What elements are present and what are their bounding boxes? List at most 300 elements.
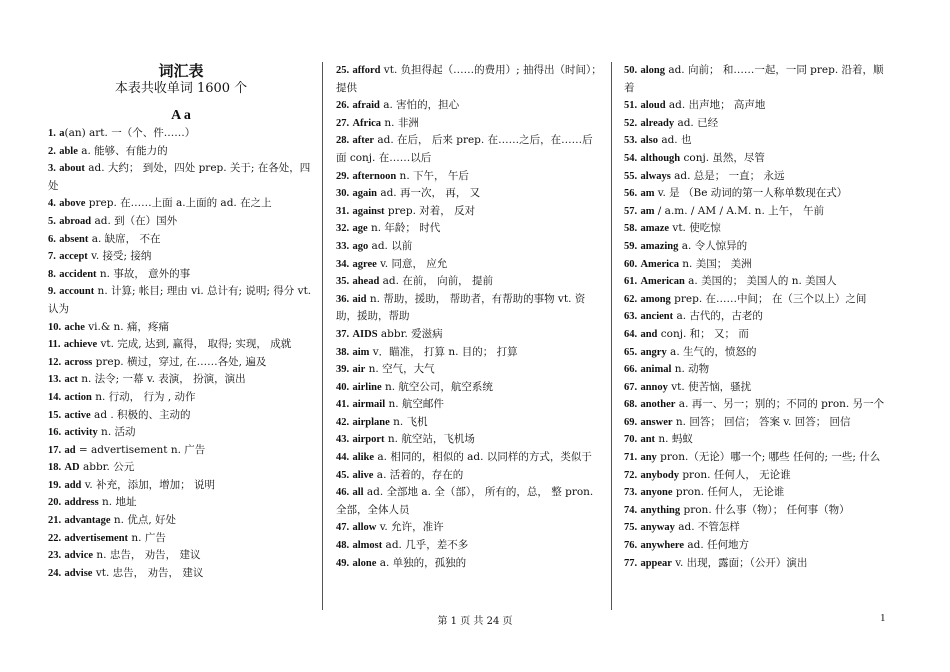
- entry-definition: n. 美国； 美洲: [678, 257, 752, 270]
- entry-word: alone: [352, 557, 377, 569]
- vocab-entry: [48, 407, 314, 425]
- entry-definition: prep. 横过，穿过, 在……各处, 遍及: [92, 355, 267, 368]
- vocab-entry: [48, 459, 314, 477]
- vocab-entry: [48, 442, 314, 460]
- entry-number: 10.: [48, 321, 62, 333]
- entry-word: air: [352, 364, 366, 376]
- entry-definition: n. 年龄； 时代: [367, 222, 441, 235]
- entry-number: 45.: [336, 469, 350, 481]
- vocab-entry: [624, 431, 890, 449]
- entry-word: also: [640, 135, 658, 147]
- entry-list: [336, 62, 602, 572]
- entry-number: 31.: [336, 205, 350, 217]
- entry-definition: ad. 也: [657, 134, 692, 147]
- entry-number: 34.: [336, 258, 350, 270]
- vocab-entry: [48, 336, 314, 354]
- entry-word: AD: [64, 462, 80, 474]
- entry-word: active: [64, 409, 91, 421]
- vocab-entry: [48, 530, 314, 548]
- entry-word: almost: [352, 540, 383, 552]
- entry-definition: n. 飞机: [389, 415, 428, 428]
- entry-number: 72.: [624, 469, 638, 481]
- entry-word: anything: [640, 504, 681, 516]
- entry-number: 74.: [624, 504, 638, 516]
- entry-number: 50.: [624, 65, 638, 76]
- entry-definition: a. 单独的，孤独的: [376, 556, 467, 569]
- entry-definition: a. 相同的，相似的 ad. 以同样的方式，类似于: [374, 451, 592, 464]
- vocab-entry: [624, 484, 890, 502]
- entry-number: 25.: [336, 65, 350, 76]
- entry-definition: pron.（无论）哪一个; 哪些 任何的; 一些; 什么: [656, 451, 881, 464]
- entry-word: absent: [59, 233, 89, 245]
- vocab-entry: [336, 291, 602, 326]
- entry-word: airport: [352, 434, 385, 446]
- column-divider: [322, 62, 323, 610]
- entry-definition: abbr. 爱滋病: [377, 327, 443, 340]
- entry-number: 54.: [624, 152, 638, 164]
- vocab-entry: [48, 248, 314, 266]
- entry-word: anyone: [640, 487, 673, 499]
- vocab-entry: [624, 168, 890, 186]
- entry-definition: ad. 全部地 a. 全（部）， 所有的，总， 整 pron. 全部，全体人员: [336, 486, 594, 516]
- entry-word: ant: [640, 434, 656, 446]
- entry-number: 71.: [624, 452, 638, 464]
- entry-number: 76.: [624, 540, 638, 552]
- entry-word: angry: [640, 346, 667, 358]
- entry-number: 11.: [48, 339, 61, 351]
- entry-word: aim: [352, 346, 370, 358]
- entry-number: 7.: [48, 251, 56, 263]
- vocab-entry: [48, 512, 314, 530]
- entry-definition: pron. 任何人， 无论谁: [679, 468, 791, 481]
- entry-word: address: [64, 497, 99, 509]
- entry-word: advice: [64, 550, 94, 562]
- entry-word: advise: [64, 567, 93, 579]
- entry-definition: n. 下午， 午后: [396, 169, 469, 182]
- entry-number: 1.: [48, 128, 56, 139]
- entry-word: across: [64, 356, 93, 368]
- entry-word: achieve: [63, 339, 98, 351]
- vocab-entry: [336, 431, 602, 449]
- vocab-entry: [336, 168, 602, 186]
- vocab-entry: [624, 344, 890, 362]
- vocab-entry: [336, 555, 602, 573]
- vocab-entry: [624, 220, 890, 238]
- entry-definition: n. 计算; 帐目; 理由 vi. 总计有; 说明; 得分 vt. 认为: [48, 285, 312, 315]
- entry-word: aloud: [640, 100, 666, 112]
- vocab-entry: [624, 555, 890, 573]
- vocab-entry: [336, 185, 602, 203]
- entry-definition: a. 美国的； 美国人的 n. 美国人: [684, 275, 837, 288]
- entry-number: 61.: [624, 276, 638, 288]
- entry-number: 18.: [48, 462, 62, 474]
- vocab-entry: [624, 132, 890, 150]
- entry-word: aid: [352, 293, 367, 305]
- vocab-entry: [48, 424, 314, 442]
- vocab-entry: [336, 449, 602, 467]
- entry-word: afford: [352, 65, 381, 76]
- entry-word: anyway: [640, 522, 675, 534]
- entry-word: American: [640, 276, 685, 288]
- vocab-entry: [48, 547, 314, 565]
- vocab-entry: [624, 519, 890, 537]
- vocab-entry: [624, 537, 890, 555]
- entry-number: 20.: [48, 497, 62, 509]
- entry-definition: ad. 向前； 和……一起，一同 prep. 沿着，顺着: [624, 64, 884, 94]
- entry-definition: n. 帮助，援助， 帮助者，有帮助的事物 vt. 资助，援助，帮助: [336, 292, 586, 323]
- entry-definition: a. 活着的，存在的: [373, 468, 464, 481]
- entry-definition: n. 空气，大气: [365, 363, 435, 376]
- entry-definition: ad. 在前， 向前， 提前: [379, 275, 493, 288]
- vocab-entry: [624, 238, 890, 256]
- entry-word: any: [640, 452, 657, 464]
- entry-word: add: [64, 479, 82, 491]
- entry-number: 64.: [624, 328, 638, 340]
- entry-word: abroad: [59, 215, 92, 227]
- vocab-entry: [48, 319, 314, 337]
- vocab-entry: [48, 565, 314, 583]
- entry-number: 5.: [48, 215, 56, 227]
- entry-number: 47.: [336, 522, 350, 534]
- entry-number: 56.: [624, 188, 638, 200]
- entry-word: allow: [352, 522, 377, 534]
- entry-word: although: [640, 152, 681, 164]
- vocab-entry: [336, 97, 602, 115]
- page-number: 1: [880, 612, 886, 624]
- entry-word: anybody: [640, 469, 679, 481]
- entry-definition: a. 再一、另一；别的；不同的 pron. 另一个: [675, 398, 885, 411]
- vocab-entry: [48, 125, 314, 143]
- entry-word: again: [352, 188, 377, 200]
- page-footer: 第 1 页 共 24 页: [437, 616, 513, 627]
- entry-definition: v. 是 （Be 动词的第一人称单数现在式）: [654, 187, 848, 200]
- entry-definition: v. 出现，露面；（公开）演出: [671, 556, 808, 569]
- entry-number: 22.: [48, 532, 62, 544]
- entry-definition: n. 蚂蚁: [655, 433, 693, 446]
- entry-number: 29.: [336, 170, 350, 182]
- vocab-entry: [336, 537, 602, 555]
- vocab-entry: [624, 308, 890, 326]
- entry-number: 23.: [48, 550, 62, 562]
- vocab-entry: [624, 396, 890, 414]
- page-subtitle: 本表共收单词 1600 个: [114, 81, 248, 96]
- entry-definition: n. 事故， 意外的事: [96, 267, 191, 280]
- entry-number: 40.: [336, 381, 350, 393]
- column-divider: [611, 62, 612, 610]
- entry-number: 49.: [336, 557, 350, 569]
- entry-definition: vi.& n. 痛，疼痛: [84, 320, 169, 333]
- page-title: 词汇表: [158, 62, 204, 80]
- entry-definition: n. 回答； 回信； 答案 v. 回答； 回信: [672, 415, 851, 428]
- entry-word: another: [640, 399, 676, 411]
- entry-number: 8.: [48, 268, 56, 280]
- entry-word: agree: [352, 258, 377, 270]
- entry-number: 73.: [624, 487, 638, 499]
- entry-definition: vt. 完成, 达到, 赢得， 取得; 实现， 成就: [97, 338, 292, 351]
- vocab-entry: [624, 467, 890, 485]
- entry-number: 58.: [624, 223, 638, 235]
- vocab-entry: [48, 231, 314, 249]
- vocab-entry: [336, 519, 602, 537]
- entry-number: 63.: [624, 311, 638, 323]
- entry-number: 14.: [48, 391, 62, 403]
- vocab-entry: [624, 361, 890, 379]
- entry-number: 17.: [48, 444, 62, 456]
- entry-word: alive: [352, 469, 374, 481]
- entry-number: 59.: [624, 240, 638, 252]
- entry-number: 55.: [624, 170, 638, 182]
- entry-word: advertisement: [64, 532, 129, 544]
- vocab-entry: [336, 467, 602, 485]
- vocab-entry: [624, 414, 890, 432]
- vocab-entry: [336, 256, 602, 274]
- entry-definition: v. 补充，添加，增加； 说明: [81, 478, 215, 491]
- entry-number: 75.: [624, 522, 638, 534]
- entry-definition: ad. 不管怎样: [674, 521, 740, 534]
- vocab-entry: [48, 266, 314, 284]
- vocab-entry: [48, 371, 314, 389]
- vocab-entry: [48, 283, 314, 318]
- entry-number: 24.: [48, 567, 62, 579]
- entry-definition: abbr. 公元: [79, 461, 135, 474]
- entry-definition: ad. 几乎，差不多: [382, 539, 469, 552]
- entry-number: 38.: [336, 346, 350, 358]
- vocab-entry: [48, 213, 314, 231]
- entry-number: 15.: [48, 409, 62, 421]
- vocab-entry: [624, 379, 890, 397]
- entry-word: about: [59, 163, 85, 175]
- vocab-entry: [336, 220, 602, 238]
- entry-definition: v. 接受; 接纳: [87, 250, 152, 263]
- vocab-entry: [624, 97, 890, 115]
- entry-word: am: [640, 188, 655, 200]
- entry-word: amazing: [640, 240, 679, 252]
- entry-number: 12.: [48, 356, 62, 368]
- entry-definition: = advertisement n. 广告: [75, 443, 206, 456]
- entry-word: ago: [352, 240, 369, 252]
- vocab-entry: [336, 273, 602, 291]
- vocab-entry: [624, 502, 890, 520]
- entry-number: 35.: [336, 276, 350, 288]
- vocab-entry: [624, 150, 890, 168]
- entry-definition: n. 航空公司，航空系统: [381, 380, 493, 393]
- entry-definition: n. 航空站，飞机场: [384, 433, 475, 446]
- section-heading: A a: [171, 108, 191, 123]
- entry-definition: pron. 什么事（物）； 任何事（物）: [680, 503, 850, 516]
- entry-number: 46.: [336, 487, 350, 499]
- vocab-entry: [624, 256, 890, 274]
- entry-word: after: [352, 135, 375, 147]
- entry-definition: ad. 总是； 一直； 永远: [670, 169, 785, 182]
- entry-number: 53.: [624, 135, 638, 147]
- entry-number: 16.: [48, 427, 62, 439]
- entry-number: 26.: [336, 100, 350, 112]
- entry-number: 62.: [624, 293, 638, 305]
- vocab-entry: [48, 354, 314, 372]
- entry-definition: ad. 已经: [674, 116, 719, 129]
- vocab-entry: [624, 449, 890, 467]
- entry-word: age: [352, 223, 368, 235]
- entry-definition: n. 动物: [671, 363, 710, 376]
- entry-definition: v．瞄准， 打算 n. 目的； 打算: [369, 345, 518, 358]
- entry-number: 30.: [336, 188, 350, 200]
- entry-definition: pron. 任何人， 无论谁: [672, 486, 785, 499]
- entry-word: always: [640, 170, 671, 182]
- entry-list: [624, 62, 890, 572]
- entry-definition: ad. 到（在）国外: [91, 214, 178, 227]
- entry-number: 67.: [624, 381, 638, 393]
- entry-definition: a. 缺席， 不在: [88, 232, 161, 245]
- entry-number: 43.: [336, 434, 350, 446]
- entry-word: act: [64, 374, 78, 386]
- vocab-entry: [336, 326, 602, 344]
- vocab-entry: [336, 484, 602, 519]
- entry-number: 6.: [48, 233, 56, 245]
- entry-word: ache: [64, 321, 85, 333]
- entry-definition: n. 非洲: [381, 116, 419, 129]
- entry-definition: a. 能够、有能力的: [77, 144, 168, 157]
- column-3: [624, 62, 890, 572]
- entry-number: 37.: [336, 328, 350, 340]
- entry-word: accept: [59, 251, 88, 263]
- entry-word: already: [640, 117, 675, 129]
- vocab-entry: [48, 143, 314, 161]
- entry-definition: prep. 在……中间； 在（三个以上）之间: [670, 292, 867, 305]
- entry-definition: n. 广告: [128, 531, 166, 544]
- entry-definition: ad. 出声地； 高声地: [665, 99, 766, 112]
- entry-word: ad: [64, 444, 76, 456]
- entry-definition: a. 害怕的，担心: [379, 99, 460, 112]
- entry-word: America: [640, 258, 679, 270]
- vocab-entry: [336, 62, 602, 97]
- entry-number: 32.: [336, 223, 350, 235]
- entry-number: 41.: [336, 399, 350, 411]
- entry-definition: n. 地址: [98, 496, 137, 509]
- entry-definition: v. 同意， 应允: [376, 257, 448, 270]
- entry-number: 4.: [48, 198, 56, 210]
- entry-definition: (an) art. 一（个、件……）: [64, 127, 196, 139]
- entry-definition: conj. 和； 又； 而: [657, 327, 749, 340]
- entry-number: 42.: [336, 416, 350, 428]
- entry-word: AIDS: [352, 328, 378, 340]
- entry-word: anywhere: [640, 540, 685, 552]
- entry-definition: n. 活动: [97, 426, 136, 439]
- entry-definition: n. 优点, 好处: [110, 514, 177, 527]
- entry-word: airmail: [352, 399, 386, 411]
- entry-word: alike: [352, 452, 375, 464]
- entry-number: 66.: [624, 364, 638, 376]
- entry-word: against: [352, 205, 385, 217]
- vocab-entry: [624, 326, 890, 344]
- vocab-entry: [336, 132, 602, 167]
- entry-word: accident: [59, 268, 97, 280]
- entry-word: airplane: [352, 416, 390, 428]
- entry-word: able: [59, 145, 78, 157]
- entry-word: above: [59, 198, 86, 210]
- entry-word: ancient: [640, 311, 674, 323]
- entry-word: am: [640, 205, 655, 217]
- vocab-entry: [336, 414, 602, 432]
- vocab-entry: [624, 273, 890, 291]
- entry-definition: a. 令人惊异的: [678, 239, 748, 252]
- entry-number: 36.: [336, 293, 350, 305]
- entry-definition: ad . 积极的、主动的: [90, 408, 191, 421]
- entry-definition: prep. 对着， 反对: [384, 204, 476, 217]
- entry-word: Africa: [352, 117, 382, 129]
- entry-word: activity: [64, 427, 98, 439]
- vocab-entry: [624, 115, 890, 133]
- column-1: [48, 62, 314, 582]
- entry-number: 28.: [336, 135, 350, 147]
- entry-word: action: [64, 391, 92, 403]
- vocab-entry: [624, 62, 890, 97]
- vocab-entry: [336, 115, 602, 133]
- entry-definition: vt. 负担得起（……的费用）; 抽得出（时间）；提供: [336, 64, 602, 94]
- entry-number: 27.: [336, 117, 350, 129]
- entry-definition: n. 行动， 行为 , 动作: [91, 390, 196, 403]
- entry-number: 70.: [624, 434, 638, 446]
- entry-number: 65.: [624, 346, 638, 358]
- entry-definition: ad. 再一次， 再， 又: [376, 187, 481, 200]
- entry-definition: / a.m. / AM / A.M. n. 上午， 午前: [654, 204, 824, 217]
- vocab-entry: [624, 203, 890, 221]
- vocab-entry: [336, 396, 602, 414]
- entry-number: 33.: [336, 240, 350, 252]
- entry-word: annoy: [640, 381, 668, 393]
- vocab-entry: [48, 160, 314, 195]
- entry-word: answer: [640, 416, 673, 428]
- column-2: [336, 62, 602, 572]
- entry-word: and: [640, 328, 658, 340]
- entry-word: advantage: [64, 515, 111, 527]
- entry-word: account: [59, 286, 95, 298]
- entry-word: airline: [352, 381, 382, 393]
- entry-definition: ad. 大约； 到处，四处 prep. 关于; 在各处，四处: [48, 162, 311, 192]
- vocab-entry: [48, 389, 314, 407]
- entry-word: along: [640, 65, 665, 76]
- entry-number: 21.: [48, 515, 62, 527]
- vocab-entry: [336, 344, 602, 362]
- entry-number: 69.: [624, 416, 638, 428]
- entry-number: 39.: [336, 364, 350, 376]
- vocab-entry: [48, 494, 314, 512]
- entry-definition: vt. 使苦恼，骚扰: [667, 380, 752, 393]
- vocab-entry: [48, 195, 314, 213]
- vocab-entry: [336, 203, 602, 221]
- entry-number: 2.: [48, 145, 56, 157]
- entry-word: ahead: [352, 276, 380, 288]
- entry-definition: vt. 忠告， 劝告， 建议: [92, 566, 204, 579]
- entry-definition: ad. 在后， 后来 prep. 在……之后，在……后面 conj. 在……以后: [336, 134, 593, 164]
- entry-word: amaze: [640, 223, 670, 235]
- entry-definition: a. 生气的，愤怒的: [666, 345, 757, 358]
- entry-word: among: [640, 293, 671, 305]
- entry-number: 3.: [48, 163, 56, 175]
- entry-definition: ad. 以前: [368, 239, 413, 252]
- entry-word: afternoon: [352, 170, 397, 182]
- entry-number: 9.: [48, 286, 56, 298]
- entry-number: 52.: [624, 117, 638, 129]
- entry-definition: ad. 任何地方: [684, 539, 750, 552]
- entry-number: 77.: [624, 557, 638, 569]
- entry-definition: prep. 在……上面 a.上面的 ad. 在之上: [85, 197, 272, 210]
- entry-number: 57.: [624, 205, 638, 217]
- entry-word: afraid: [352, 100, 380, 112]
- vocab-entry: [624, 185, 890, 203]
- vocab-entry: [336, 361, 602, 379]
- vocab-entry: [336, 379, 602, 397]
- entry-definition: n. 忠告， 劝告， 建议: [93, 549, 201, 562]
